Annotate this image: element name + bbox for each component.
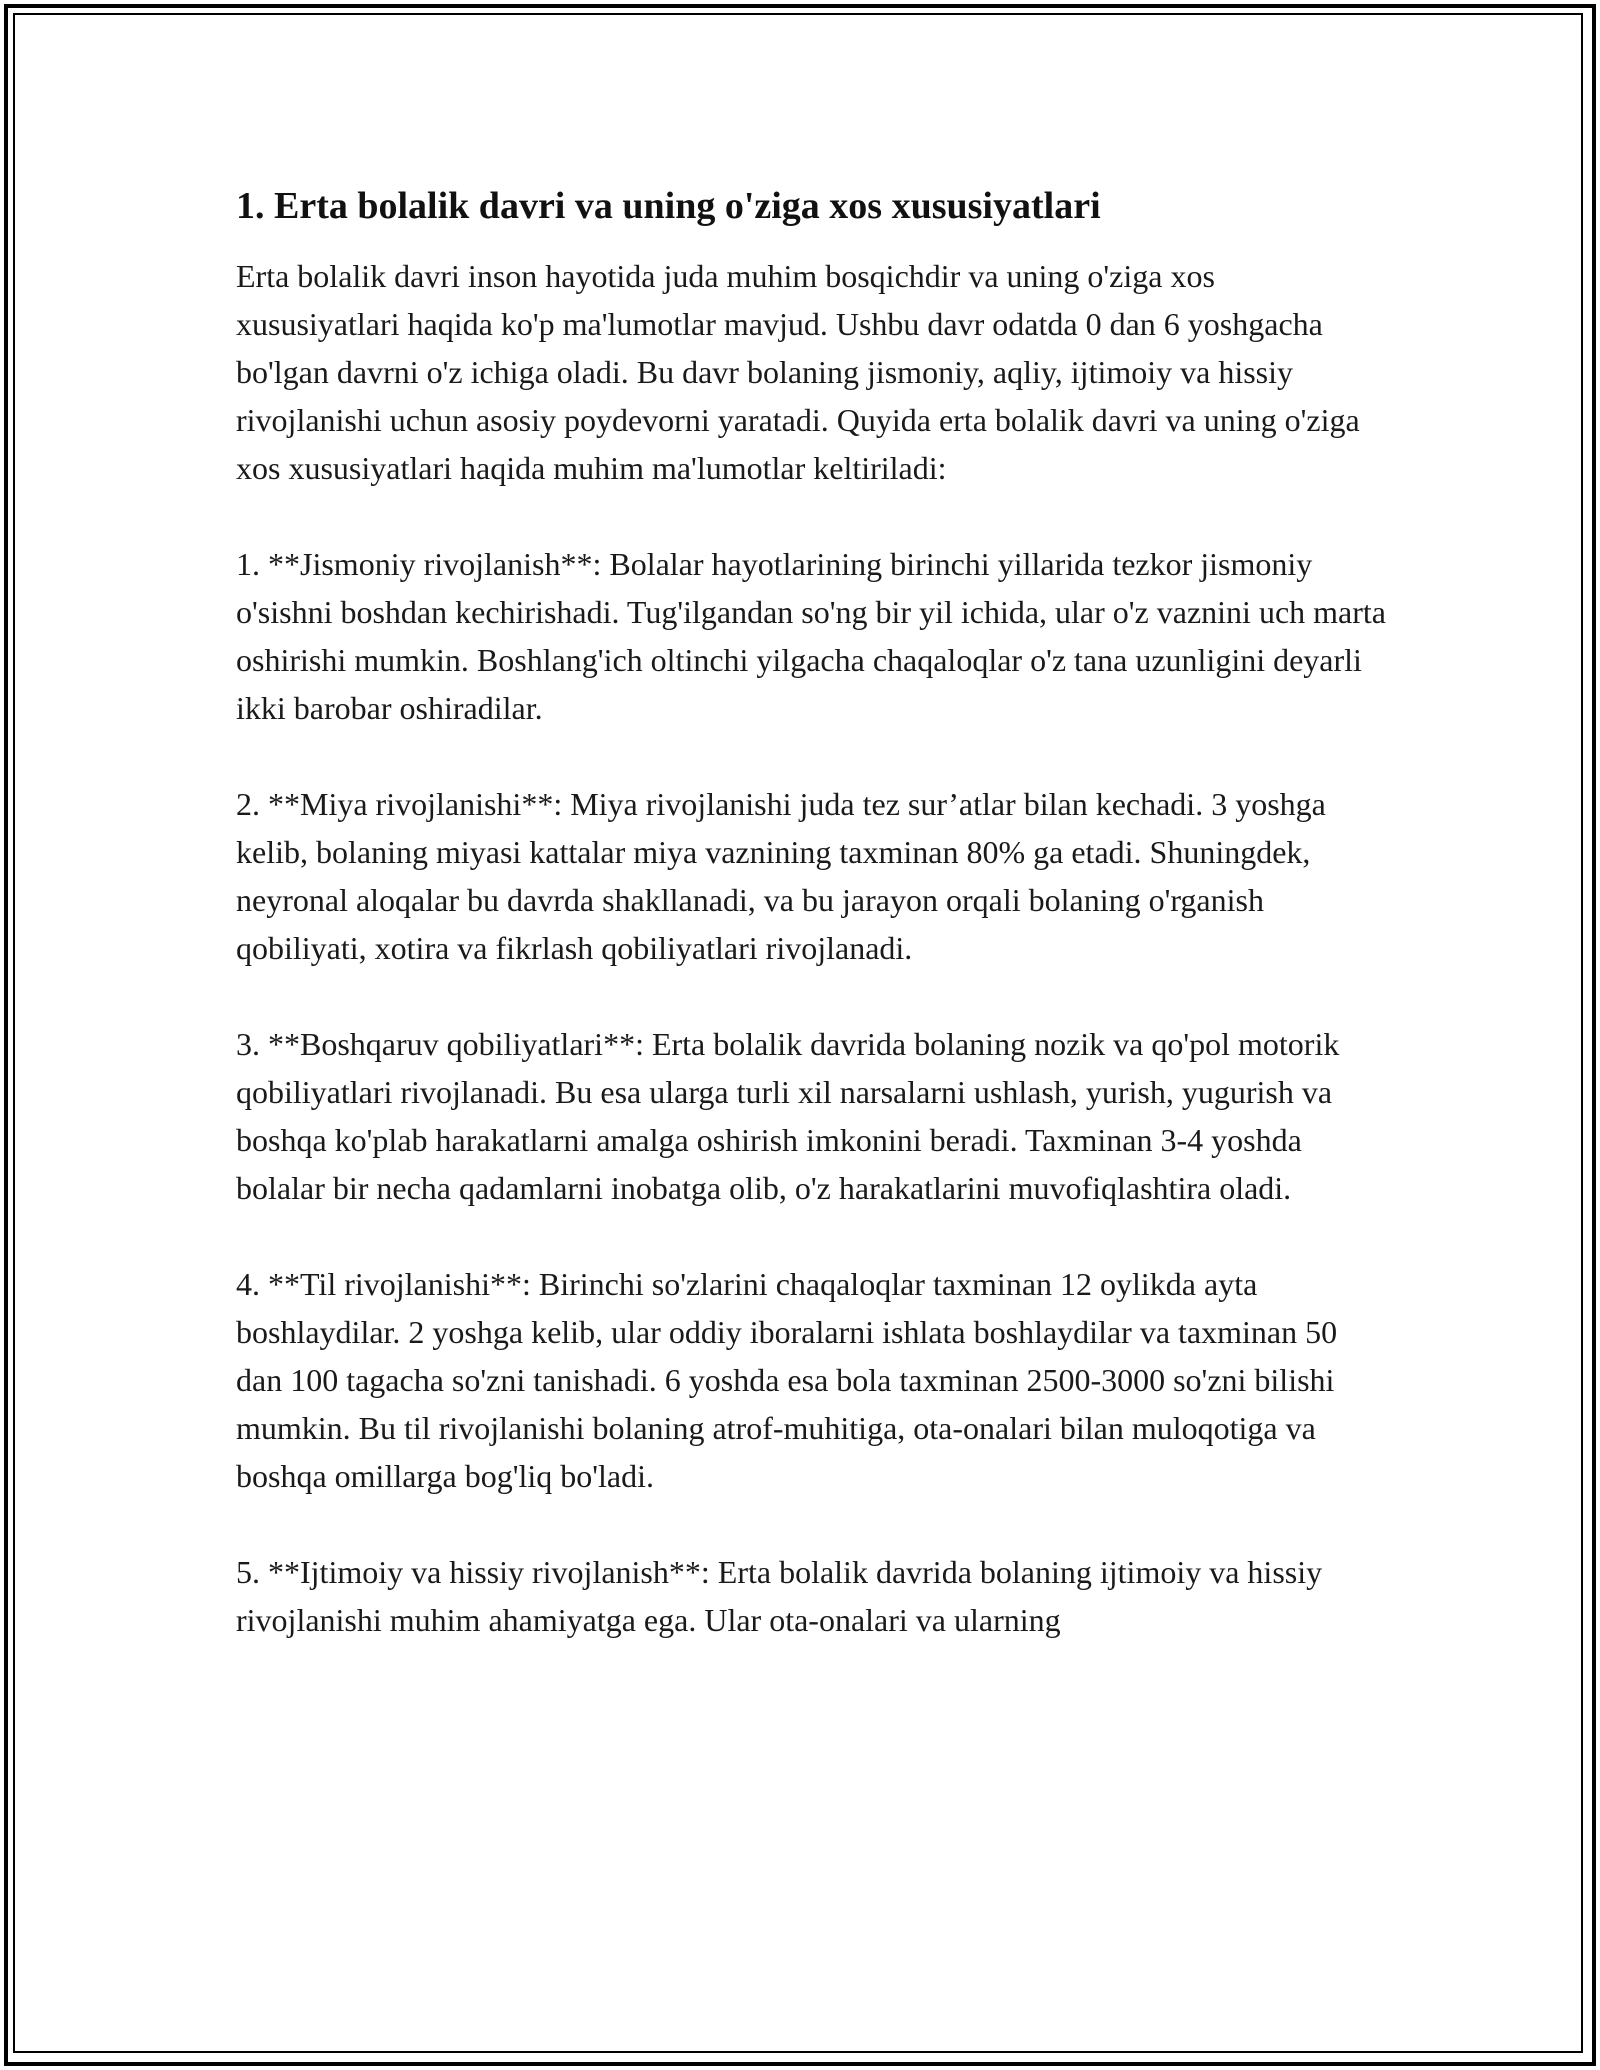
paragraph-motor-skills: 3. **Boshqaruv qobiliyatlari**: Erta bolalik davrida bolaning nozik va qo'pol motorik qobiliyatlari rivojlanadi. Bu esa ularga turli xil narsalarni ushlash, yurish, yugurish va boshqa ko'plab harakatlarni amalga oshirish imkonini beradi. Taxminan 3-4 yoshda bolalar bir necha qadamlarni inobatga olib, o'z harakatlarini muvofiqlashtira oladi. xyxy=(236,1026,1340,1206)
paragraph-social-emotional-development: 5. **Ijtimoiy va hissiy rivojlanish**: Erta bolalik davrida bolaning ijtimoiy va hissiy rivojlanishi muhim ahamiyatga ega. Ular ota-onalari va ularning xyxy=(236,1554,1323,1638)
document-body xyxy=(236,182,1386,1644)
paragraph-language-development: 4. **Til rivojlanishi**: Birinchi so'zlarini chaqaloqlar taxminan 12 oylikda ayta boshlaydilar. 2 yoshga kelib, ular oddiy iboralarni ishlata boshlaydilar va taxminan 50 dan 100 tagacha so'zni tanishadi. 6 yoshda esa bola taxminan 2500-3000 so'zni bilishi mumkin. Bu til rivojlanishi bolaning atrof-muhitiga, ota-onalari bilan muloqotiga va boshqa omillarga bog'liq bo'ladi. xyxy=(236,1266,1338,1494)
paragraph-brain-development: 2. **Miya rivojlanishi**: Miya rivojlanishi juda tez sur’atlar bilan kechadi. 3 yoshga kelib, bolaning miyasi kattalar miya vaznining taxminan 80% ga etadi. Shuningdek, neyronal aloqalar bu davrda shakllanadi, va bu jarayon orqali bolaning o'rganish qobiliyati, xotira va fikrlash qobiliyatlari rivojlanadi. xyxy=(236,786,1326,966)
section-heading: 1. Erta bolalik davri va uning o'ziga xos xususiyatlari xyxy=(236,185,1101,227)
paragraph-physical-development: 1. **Jismoniy rivojlanish**: Bolalar hayotlarining birinchi yillarida tezkor jismoniy o'sishni boshdan kechirishadi. Tug'ilgandan so'ng bir yil ichida, ular o'z vaznini uch marta oshirishi mumkin. Boshlang'ich oltinchi yilgacha chaqaloqlar o'z tana uzunligini deyarli ikki barobar oshiradilar. xyxy=(236,546,1386,726)
intro-paragraph: Erta bolalik davri inson hayotida juda muhim bosqichdir va uning o'ziga xos xususiyatlari haqida ko'p ma'lumotlar mavjud. Ushbu davr odatda 0 dan 6 yoshgacha bo'lgan davrni o'z ichiga oladi. Bu davr bolaning jismoniy, aqliy, ijtimoiy va hissiy rivojlanishi uchun asosiy poydevorni yaratadi. Quyida erta bolalik davri va uning o'ziga xos xususiyatlari haqida muhim ma'lumotlar keltiriladi: xyxy=(236,258,1360,486)
